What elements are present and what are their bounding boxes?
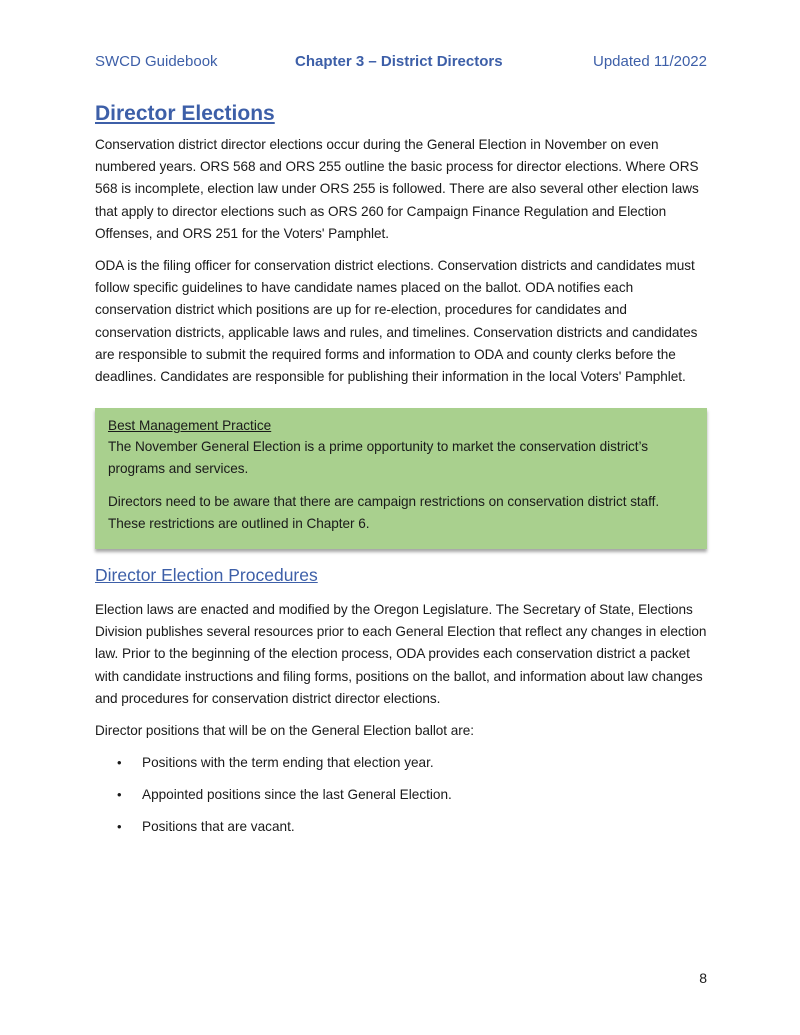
subsection-paragraph: Election laws are enacted and modified by the Oregon Legislature. The Secretary of State, Elections Division publishes several resources prior to each General Election that reflect any changes in election law. Prior to the beginning of the election process, ODA provides each conservation district a packet with candidate instructions and filing forms, positions on the ballot, and information about law changes and procedures for conservation district director elections. [95,602,707,706]
section-paragraph: ODA is the filing officer for conservation district elections. Conservation districts and candidates must follow specific guidelines to have candidate names placed on the ballot. ODA notifies each conservation district which positions are up for re-election, procedures for candidates and conservation districts, applicable laws and rules, and timelines. Conservation districts and candidates are responsible to submit the required forms and information to ODA and county clerks before the deadlines. Candidates are responsible for publishing their information in the local Voters' Pamphlet. [95,258,698,385]
section-paragraph: Conservation district director elections occur during the General Election in November on even numbered years. ORS 568 and ORS 255 outline the basic process for director elections. Where ORS 568 is incomplete, election law under ORS 255 is followed. There are also several other election laws that apply to director elections such as ORS 260 for Campaign Finance Regulation and Election Offenses, and ORS 251 for the Voters' Pamphlet. [95,137,699,241]
best-management-practice-box [95,408,707,549]
bmp-paragraph: Directors need to be aware that there are campaign restrictions on conservation district staff. These restrictions are outlined in Chapter 6. [108,493,660,531]
bullet-icon: • [117,755,122,771]
list-item [95,752,707,774]
list-item [95,784,707,806]
list-item-text: Positions with the term ending that election year. [142,755,434,771]
header-guidebook-title: SWCD Guidebook [95,53,218,70]
page-content [95,100,707,848]
header-updated-date: Updated 11/2022 [593,53,707,70]
bullet-icon: • [117,787,122,803]
page-number: 8 [699,970,707,986]
subsection-paragraph: Director positions that will be on the General Election ballot are: [95,723,474,739]
bullet-icon: • [117,819,122,835]
bmp-paragraph: The November General Election is a prime opportunity to market the conservation district’s programs and services. [108,439,649,477]
bmp-title: Best Management Practice [108,418,272,434]
list-item [95,816,707,838]
header-chapter-title: Chapter 3 – District Directors [295,53,503,70]
list-item-text: Positions that are vacant. [142,819,295,835]
page-header [95,53,707,73]
ballot-positions-list [95,752,707,838]
subsection-title: Director Election Procedures [95,565,318,586]
section-title: Director Elections [95,102,275,125]
list-item-text: Appointed positions since the last General Election. [142,787,452,803]
